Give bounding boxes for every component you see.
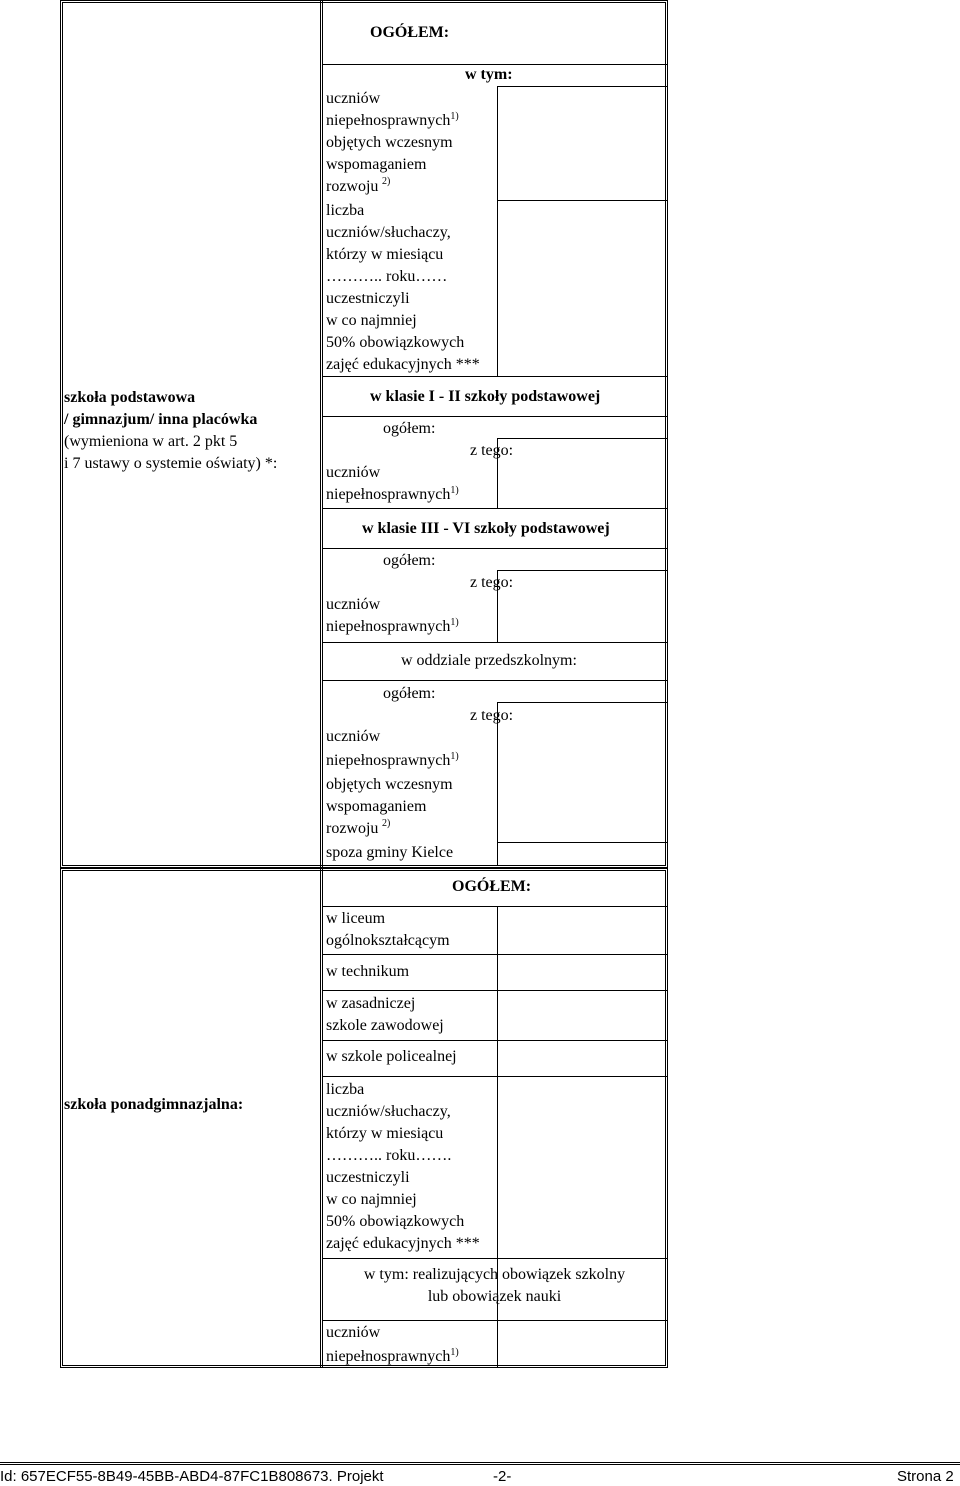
rule: [322, 680, 667, 681]
rule: [322, 906, 667, 907]
klasa-1-2-niepelno: [326, 484, 459, 506]
oddzial-niepelno-text: niepełnosprawnych: [326, 752, 451, 769]
klasa-1-2-ogolem: ogółem:: [383, 420, 436, 437]
rule: [322, 548, 667, 549]
right-column-rule: [320, 0, 324, 1368]
col1-uczniow: uczniów: [326, 90, 381, 107]
klasa-3-6-uczniow: uczniów: [326, 596, 381, 613]
rule: [497, 570, 667, 571]
school-primary-sub: (wymieniona w art. 2 pkt 5 i 7 ustawy o systemie oświaty) *:: [64, 433, 278, 472]
oddzial-uczniow: uczniów: [326, 728, 381, 745]
rule: [497, 86, 498, 376]
rule: [322, 1040, 667, 1041]
secondary-niepelno-text: niepełnosprawnych: [326, 1348, 451, 1365]
klasa-3-6-niepelno: [326, 616, 459, 638]
rule: [322, 990, 667, 991]
footnote-1: 1): [450, 751, 459, 762]
oddzial-objetych: objętych wczesnym wspomaganiem rozwoju: [326, 776, 453, 837]
rule: [322, 416, 667, 417]
page-footer: [0, 1462, 960, 1484]
oddzial-niepelno: [326, 750, 459, 772]
rule: [497, 86, 667, 87]
rule: [322, 1076, 667, 1077]
rule: [322, 1258, 667, 1259]
klasa-3-6-z-tego: z tego:: [470, 574, 514, 591]
rule: [322, 376, 667, 377]
col2-liczba: liczba uczniów/słuchaczy, którzy w miesiącu ……….. roku…… uczestniczyli w co najmniej 50% obowiązkowych zajęć edukacyjnych ***: [326, 202, 480, 373]
oddzial-title: w oddziale przedszkolnym:: [401, 652, 577, 669]
klasa-3-6-ogolem: ogółem:: [383, 552, 436, 569]
footer-strona: Strona 2: [897, 1468, 954, 1485]
footer-page-number: -2-: [493, 1468, 512, 1485]
secondary-realizujacych: w tym: realizujących obowiązek szkolny lub obowiązek nauki: [363, 1266, 626, 1305]
klasa-1-2-title: w klasie I - II szkoły podstawowej: [370, 388, 601, 405]
footnote-1: 1): [450, 1347, 459, 1358]
klasa-1-2-uczniow: uczniów: [326, 464, 381, 481]
secondary-niepelno: [326, 1346, 459, 1368]
rule: [497, 842, 667, 843]
secondary-liceum: w liceum ogólnokształcącym: [326, 910, 450, 949]
secondary-technikum: w technikum: [326, 963, 410, 980]
oddzial-spoza: spoza gminy Kielce: [326, 844, 454, 861]
rule: [322, 954, 667, 955]
rule: [322, 642, 667, 643]
klasa-1-2-z-tego: z tego:: [470, 442, 514, 459]
col1-objetych: objętych wczesnym wspomaganiem rozwoju: [326, 134, 453, 195]
footnote-2: 2): [382, 818, 391, 829]
footer-id: Id: 657ECF55-8B49-45BB-ABD4-87FC1B808673. Projekt: [0, 1468, 384, 1485]
oddzial-z-tego: z tego:: [470, 707, 514, 724]
rule: [322, 508, 667, 509]
klasa-1-2-niepelno-text: niepełnosprawnych: [326, 486, 451, 503]
secondary-header-ogolem: OGÓŁEM:: [452, 878, 532, 895]
secondary-uczniow: uczniów: [326, 1324, 381, 1341]
rule: [322, 1320, 667, 1321]
footnote-1: 1): [450, 485, 459, 496]
rule: [497, 702, 667, 703]
oddzial-ogolem: ogółem:: [383, 685, 436, 702]
rule: [497, 200, 667, 201]
school-secondary-label: szkoła ponadgimnazjalna:: [64, 1096, 244, 1113]
col1-niepelno: [326, 110, 459, 132]
footnote-1: 1): [450, 617, 459, 628]
footnote-2: 2): [382, 176, 391, 187]
footnote-1: 1): [450, 111, 459, 122]
top-header-ogolem: OGÓŁEM:: [370, 24, 450, 41]
rule: [497, 438, 667, 439]
secondary-zasadnicza: w zasadniczej szkole zawodowej: [326, 995, 444, 1034]
klasa-3-6-title: w klasie III - VI szkoły podstawowej: [362, 520, 610, 537]
klasa-3-6-niepelno-text: niepełnosprawnych: [326, 618, 451, 635]
secondary-liczba: liczba uczniów/słuchaczy, którzy w miesiącu ……….. roku……. uczestniczyli w co najmniej 50% obowiązkowych zajęć edukacyjnych ***: [326, 1081, 480, 1252]
col1-niepelno-text: niepełnosprawnych: [326, 112, 451, 129]
school-primary-label: szkoła podstawowa / gimnazjum/ inna placówka: [64, 389, 258, 428]
secondary-policealna: w szkole policealnej: [326, 1048, 457, 1065]
w-tym-label: w tym:: [465, 66, 513, 83]
